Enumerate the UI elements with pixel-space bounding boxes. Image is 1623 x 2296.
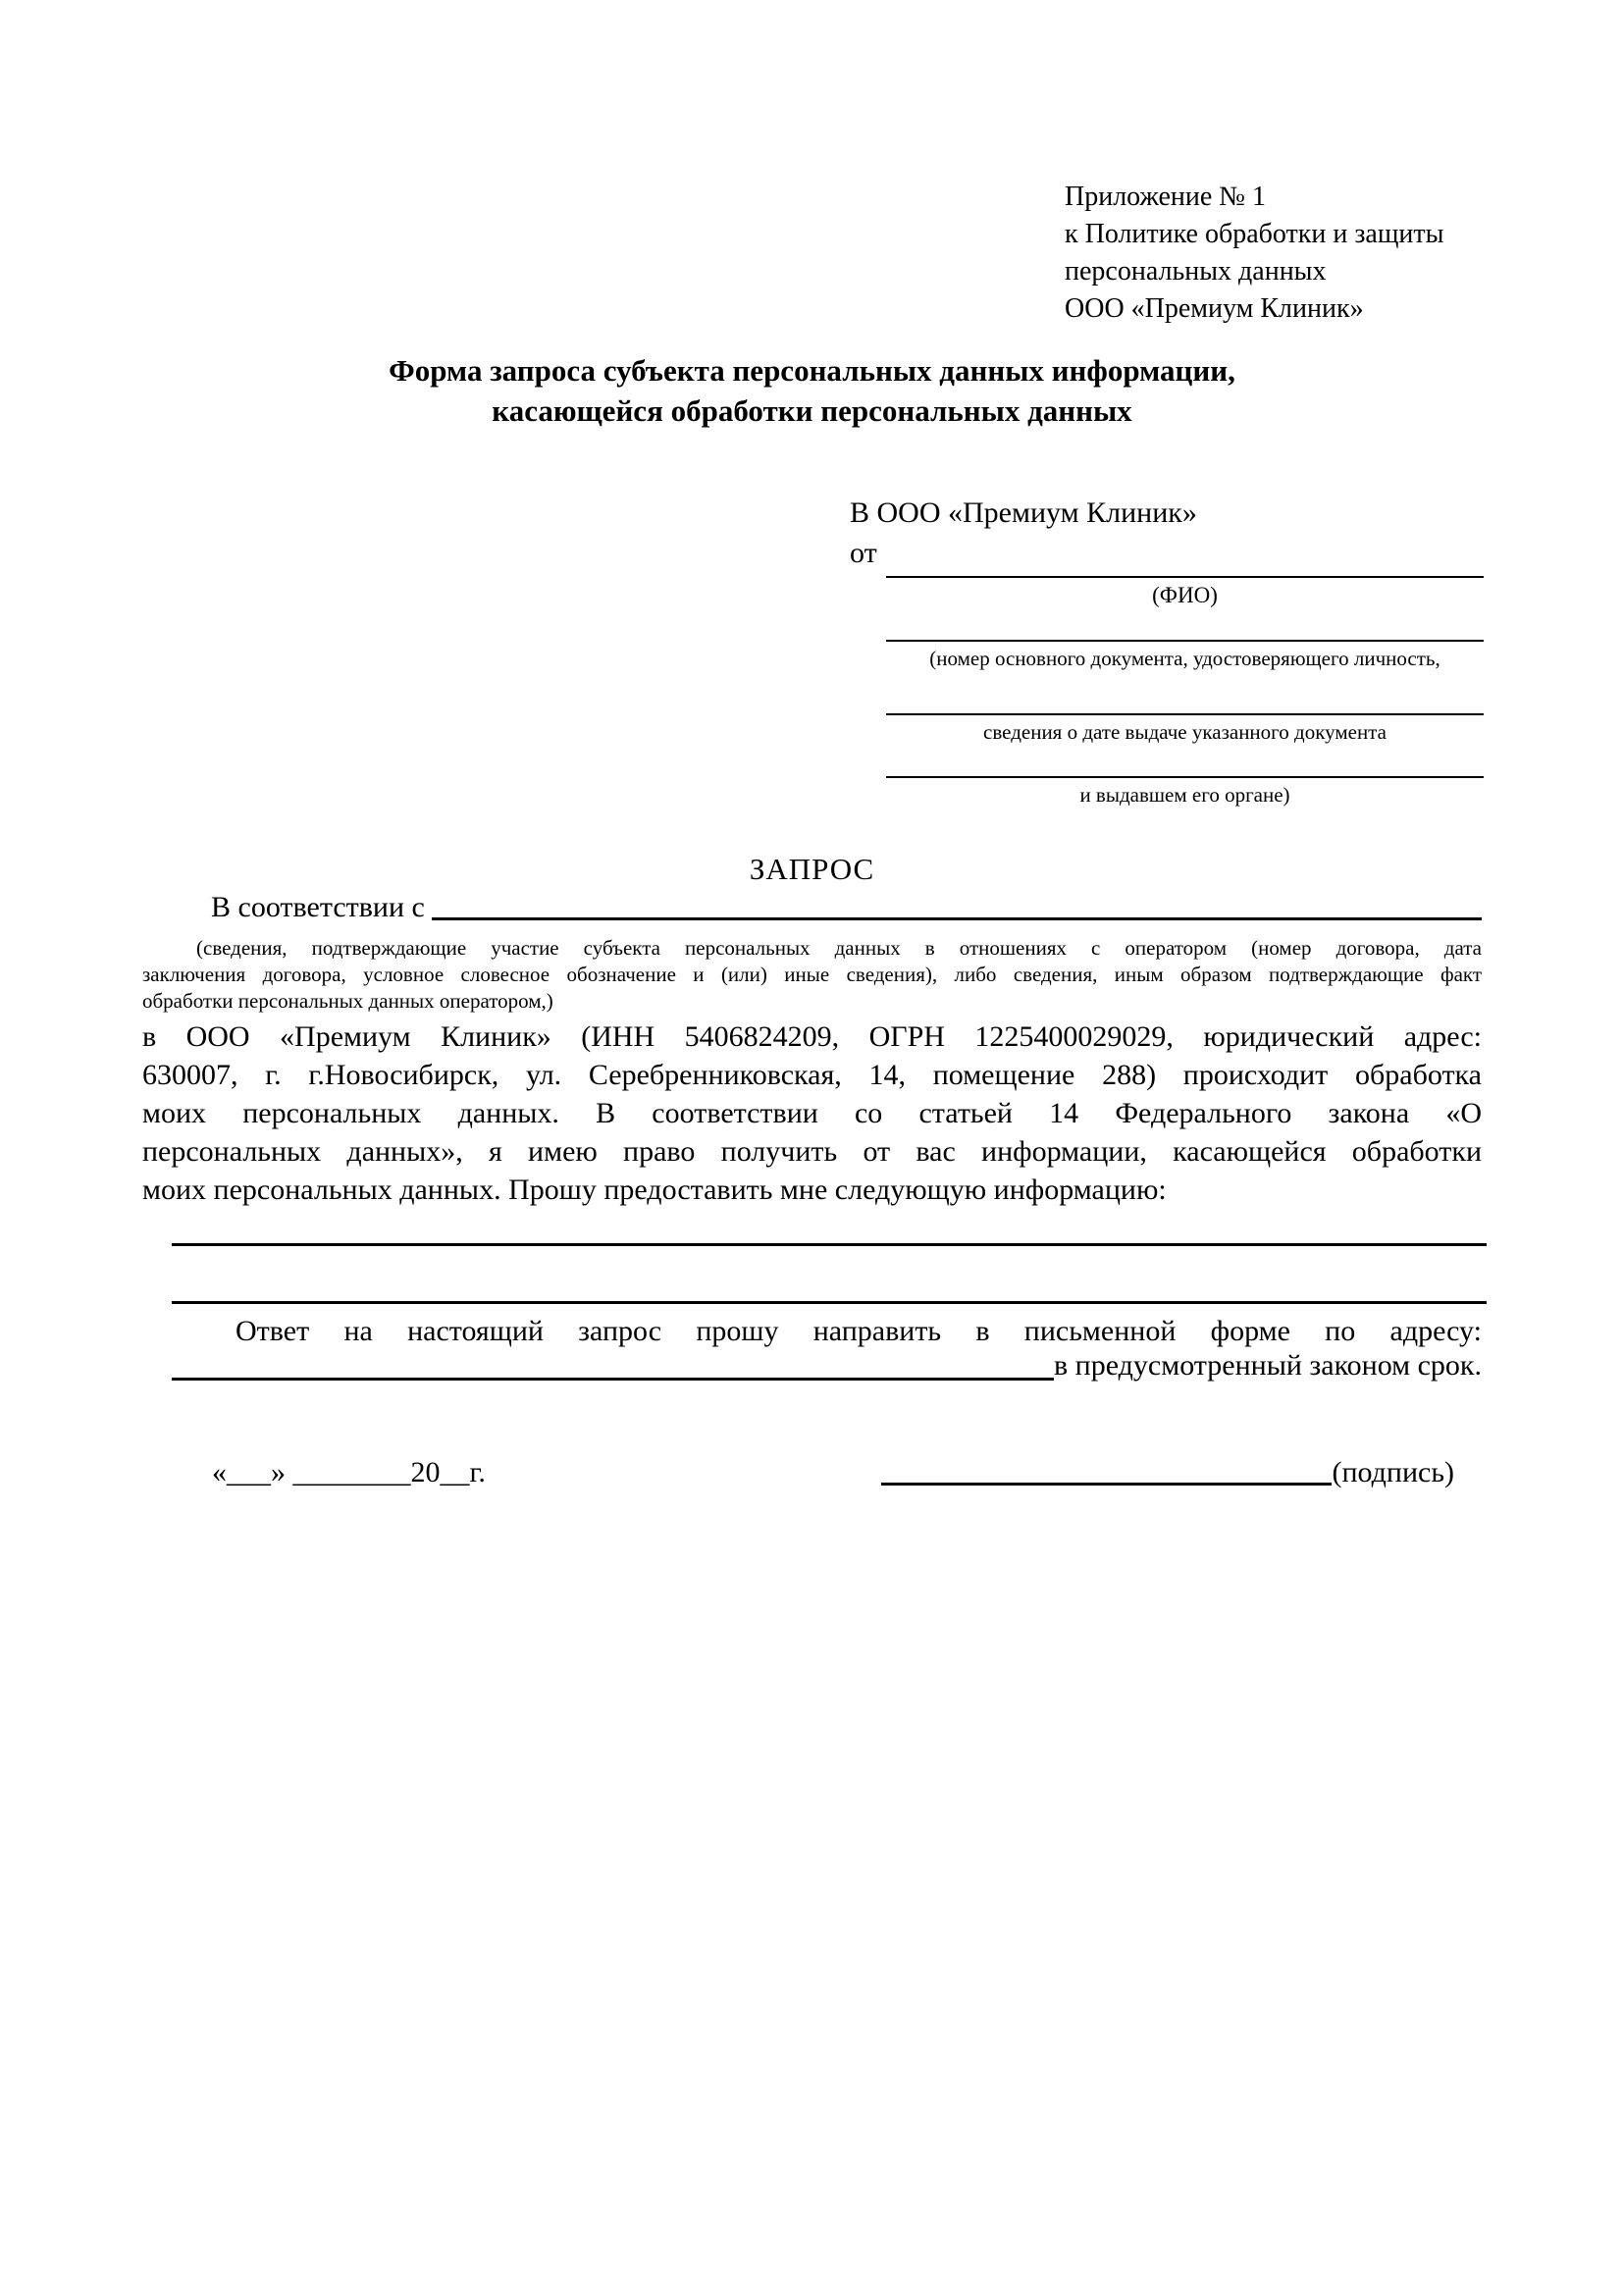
- issue-date-caption: сведения о дате выдаче указанного документа: [983, 720, 1387, 744]
- request-body-paragraph: в ООО «Премиум Клиник» (ИНН 5406824209, ОГРН 1225400029029, юридический адрес: 630007, г. г.Новосибирск, ул. Серебренниковская, 14, помещение 288) происходит обработка моих персональных данных. В соответствии со статьей 14 Федерального закона «О персональных данных», я имею право получить от вас информации, касающейся обработки моих персональных данных. Прошу предоставить мне следующую информацию:: [142, 1020, 1482, 1206]
- date-blank[interactable]: «___» ________20__г.: [212, 1456, 486, 1488]
- addressee-block: [850, 493, 1197, 573]
- info-blank-line-2[interactable]: [172, 1301, 1487, 1304]
- addressee-from-label: от: [850, 537, 877, 569]
- form-title: Форма запроса субъекта персональных данных информации, касающейся обработки персональных данных: [389, 353, 1235, 428]
- signature-blank-line[interactable]: [881, 1483, 1332, 1486]
- issuing-authority-caption: и выдавшем его органе): [1079, 783, 1290, 807]
- fio-caption: (ФИО): [1152, 583, 1218, 607]
- accordance-blank-line[interactable]: [432, 917, 1482, 920]
- signature-caption: (подпись): [1332, 1456, 1454, 1488]
- issue-date-blank-line[interactable]: [886, 713, 1484, 715]
- addressee-org: В ООО «Премиум Клиник»: [850, 496, 1197, 529]
- appendix-note: Приложение № 1 к Политике обработки и защиты персональных данных ООО «Премиум Клиник»: [1065, 182, 1444, 324]
- info-blank-line-1[interactable]: [172, 1243, 1487, 1246]
- reply-address-blank-line[interactable]: [172, 1378, 1054, 1381]
- request-heading: ЗАПРОС: [749, 852, 875, 886]
- reply-deadline-text: в предусмотренный законом срок.: [1054, 1349, 1482, 1382]
- document-number-blank-line[interactable]: [886, 640, 1484, 642]
- reply-address-row: [172, 1346, 1482, 1384]
- accordance-note: (сведения, подтверждающие участие субъекта персональных данных в отношениях с оператором (номер договора, дата заключения договора, условное словесное обозначение и (или) иные сведения), либо сведения, иным образом подтверждающие факт обработки персональных данных оператором,): [142, 936, 1482, 1013]
- signature-row: [881, 1456, 1454, 1489]
- accordance-row: [142, 891, 1482, 924]
- fio-blank-line[interactable]: [886, 576, 1484, 578]
- issuing-authority-blank-line[interactable]: [886, 776, 1484, 778]
- document-number-caption: (номер основного документа, удостоверяющего личность,: [929, 647, 1440, 670]
- reply-address-sentence: Ответ на настоящий запрос прошу направить в письменной форме по адресу:: [236, 1315, 1482, 1347]
- accordance-label: В соответствии с: [211, 891, 433, 923]
